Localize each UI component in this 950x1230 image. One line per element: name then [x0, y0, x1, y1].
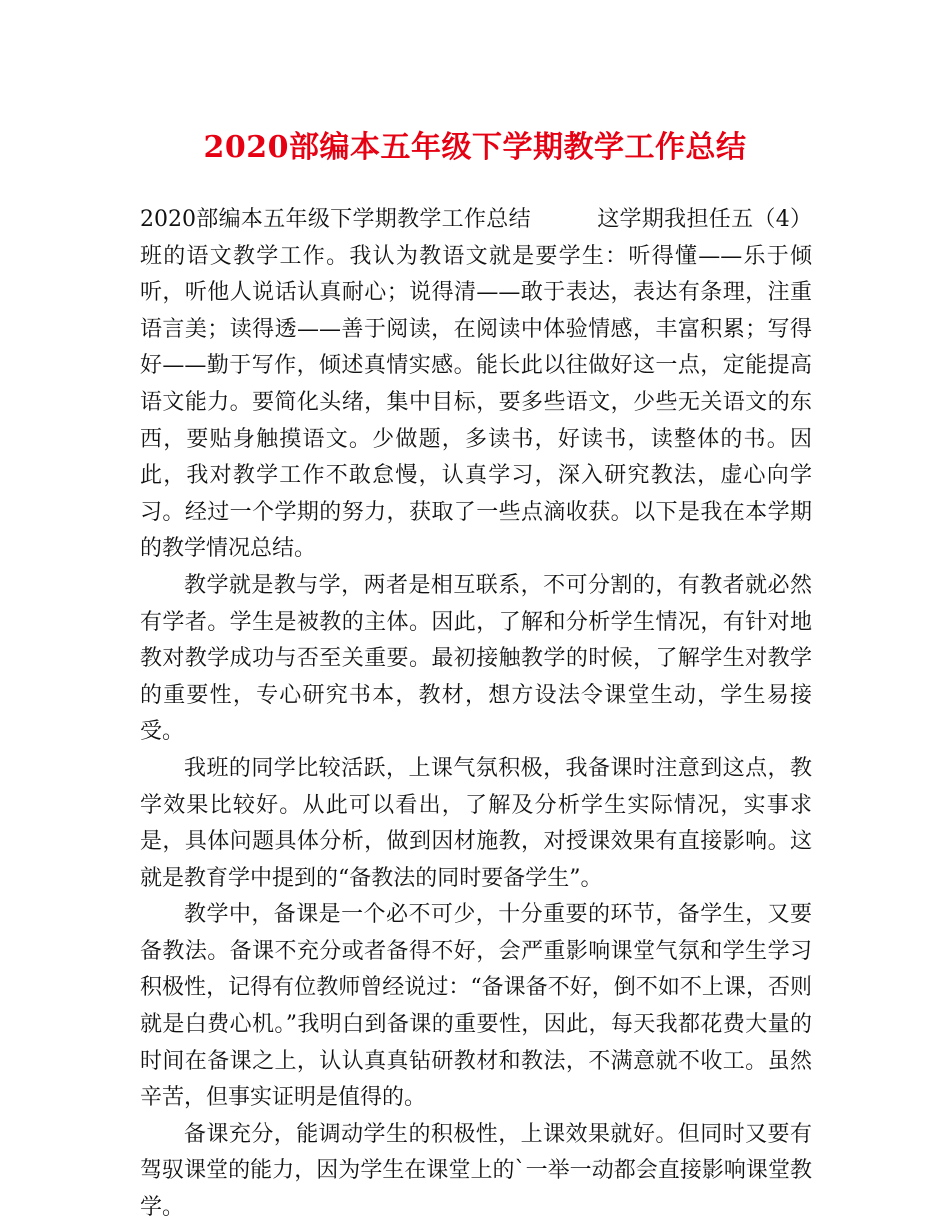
paragraph-2: 教学就是教与学，两者是相互联系，不可分割的，有教者就必然有学者。学生是被教的主体。因此，了解和分析学生情况，有针对地教对教学成功与否至关重要。最初接触教学的时候，了解学生对教学的重要性，专心研究书本，教材，想方设法令课堂生动，学生易接受。	[140, 572, 812, 745]
paragraph-4: 教学中，备课是一个必不可少，十分重要的环节，备学生，又要备教法。备课不充分或者备得不好，会严重影响课堂气氛和学生学习积极性，记得有位教师曾经说过：“备课备不好，倒不如不上课，否则就是白费心机。”我明白到备课的重要性，因此，每天我都花费大量的时间在备课之上，认认真真钻研教材和教法，不满意就不收工。虽然辛苦，但事实证明是值得的。	[140, 902, 812, 1111]
intro-paragraph	[140, 202, 812, 568]
paragraph-5: 备课充分，能调动学生的积极性，上课效果就好。但同时又要有驾驭课堂的能力，因为学生在课堂上的`一举一动都会直接影响课堂教学。	[140, 1121, 812, 1221]
paragraph-1-text: 这学期我担任五（4）班的语文教学工作。我认为教语文就是要学生：听得懂——乐于倾听，听他人说话认真耐心；说得清——敢于表达，表达有条理，注重语言美；读得透——善于阅读，在阅读中体验情感，丰富积累；写得好——勤于写作，倾述真情实感。能长此以往做好这一点，定能提高语文能力。要简化头绪，集中目标，要多些语文，少些无关语文的东西，要贴身触摸语文。少做题，多读书，好读书，读整体的书。因此，我对教学工作不敢怠慢，认真学习，深入研究教法，虚心向学习。经过一个学期的努力，获取了一些点滴收获。以下是我在本学期的教学情况总结。	[140, 207, 812, 562]
intro-heading: 2020部编本五年级下学期教学工作总结	[140, 207, 531, 232]
document-title: 2020部编本五年级下学期教学工作总结	[203, 130, 747, 165]
paragraph-3: 我班的同学比较活跃，上课气氛积极，我备课时注意到这点，教学效果比较好。从此可以看出，了解及分析学生实际情况，实事求是，具体问题具体分析，做到因材施教，对授课效果有直接影响。这就是教育学中提到的“备教法的同时要备学生”。	[140, 755, 812, 891]
document-body	[140, 202, 812, 1227]
